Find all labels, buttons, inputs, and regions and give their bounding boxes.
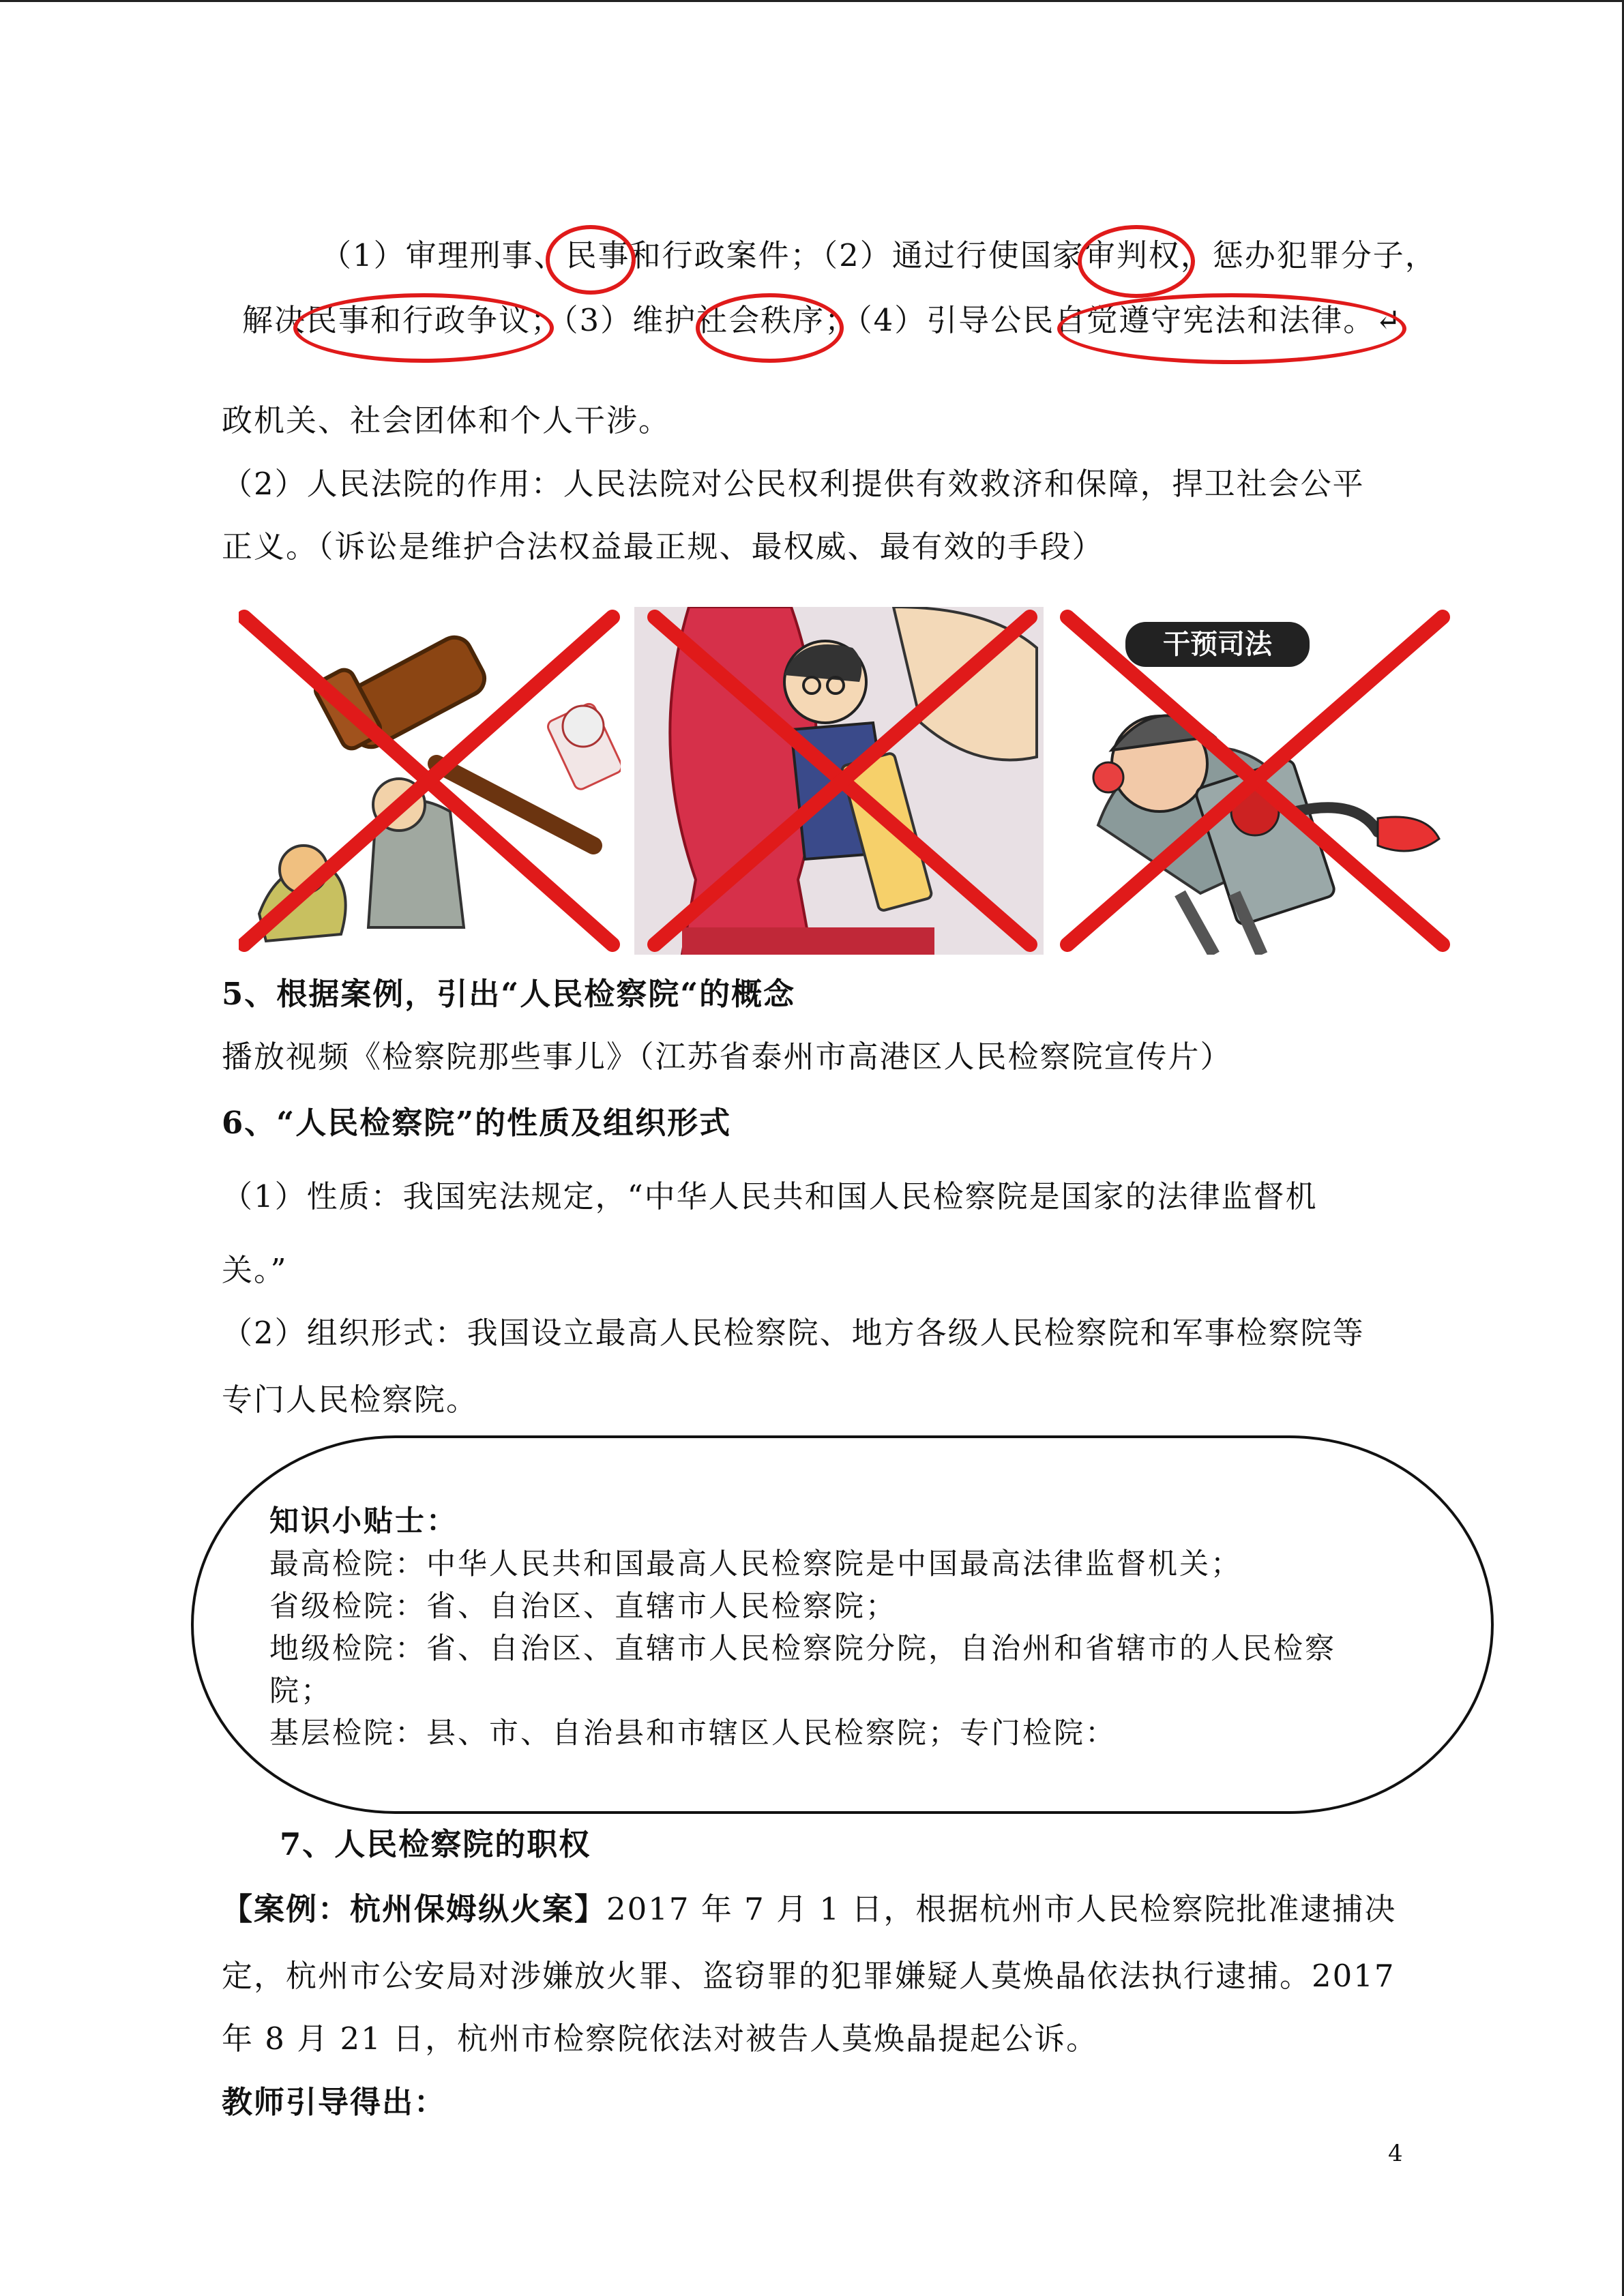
tips-line-4: 院； [269,1674,332,1708]
case-line-3: 年 8 月 21 日，杭州市检察院依法对被告人莫焕晶提起公诉。 [222,2021,1099,2057]
sign-text: 干预司法 [1163,629,1272,660]
nature-line-1: （1）性质：我国宪法规定，“中华人民共和国人民检察院是国家的法律监督机 [222,1178,1318,1214]
org-line-2: 专门人民检察院。 [222,1382,479,1418]
page-top-border [0,0,1624,2]
heading-5: 5、根据案例，引出“人民检察院“的概念 [222,976,796,1012]
video-line: 播放视频《检察院那些事儿》（江苏省泰州市高港区人民检察院宣传片） [222,1039,1232,1075]
excerpt-line-2: 解决民事和行政争议；（3）维护社会秩序；（4）引导公民自觉遵守宪法和法律。↵ [242,302,1402,338]
case-label: 【案例：杭州保姆纵火案】 [222,1891,607,1927]
page-number: 4 [1388,2140,1403,2167]
crossed-cartoons [239,607,1460,955]
tips-title: 知识小贴士： [269,1504,458,1538]
tips-line-3: 地级检院：省、自治区、直辖市人民检察院分院，自治州和省辖市的人民检察 [269,1632,1336,1666]
excerpt-line-1: （1）审理刑事、民事和行政案件；（2）通过行使国家审判权，惩办犯罪分子， [321,237,1437,273]
tips-line-5: 基层检院：县、市、自治县和市辖区人民检察院；专门检院： [269,1716,1117,1750]
teacher-guide: 教师引导得出： [222,2084,447,2120]
nature-line-2: 关。” [222,1252,288,1288]
red-circle-annotation [546,225,636,295]
red-circle-annotation [1078,225,1195,298]
paragraph-continuation: 政机关、社会团体和个人干涉。 [222,402,671,438]
court-role-line-2: 正义。（诉讼是维护合法权益最正规、最权威、最有效的手段） [222,528,1104,565]
tips-line-1: 最高检院：中华人民共和国最高人民检察院是中国最高法律监督机关； [269,1547,1242,1581]
tips-line-2: 省级检院：省、自治区、直辖市人民检察院； [269,1590,897,1624]
red-circle-annotation [696,293,844,363]
red-x-marks [239,607,1460,955]
case-line-1 [222,1889,1396,1930]
case-line-2: 定，杭州市公安局对涉嫌放火罪、盗窃罪的犯罪嫌疑人莫焕晶依法执行逮捕。2017 [222,1958,1396,1994]
court-role-line-1: （2）人民法院的作用：人民法院对公民权利提供有效救济和保障，捍卫社会公平 [222,466,1365,502]
heading-7: 7、人民检察院的职权 [280,1826,591,1862]
red-circle-annotation [1057,293,1406,364]
case-line-1-text: 2017 年 7 月 1 日，根据杭州市人民检察院批准逮捕决 [606,1891,1397,1927]
heading-6: 6、“人民检察院”的性质及组织形式 [222,1105,732,1141]
org-line-1: （2）组织形式：我国设立最高人民检察院、地方各级人民检察院和军事检察院等 [222,1315,1365,1351]
red-circle-annotation [293,293,554,363]
